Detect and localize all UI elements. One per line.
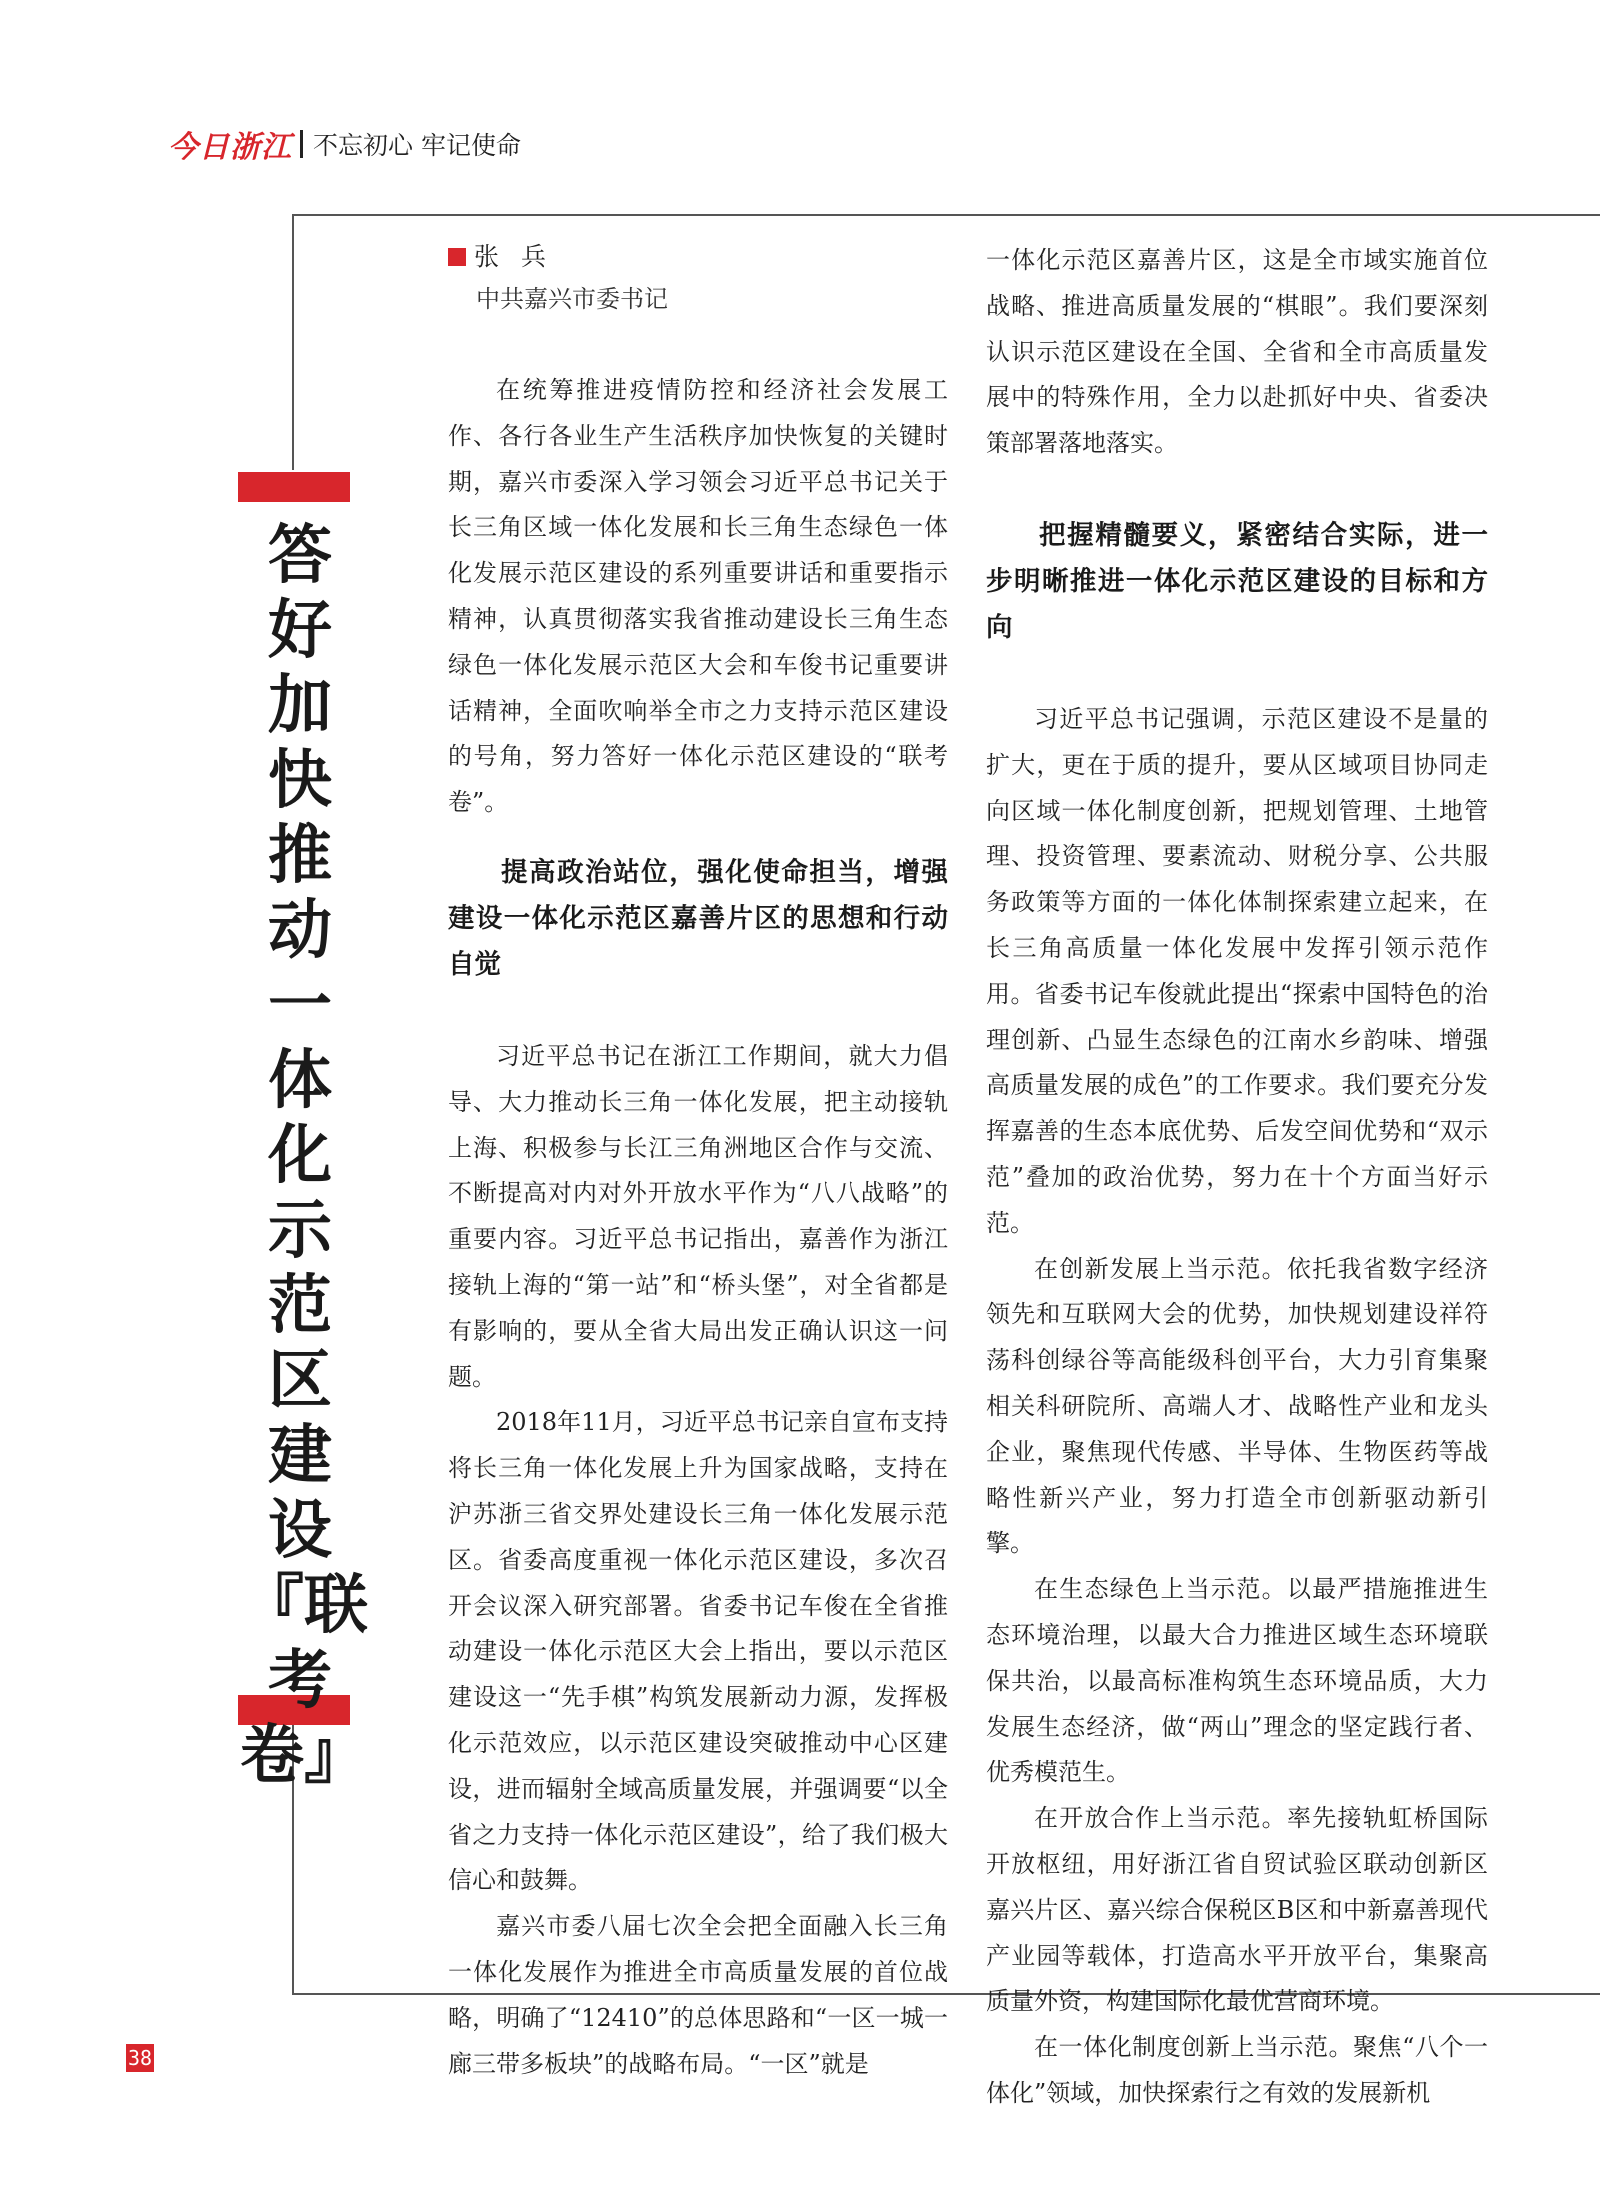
paragraph: 在生态绿色上当示范。以最严措施推进生态环境治理，以最大合力推进区域生态环境联保共治，以最高标准构筑生态环境品质，大力发展生态经济，做“两山”理念的坚定践行者、优秀模范生。 [986, 1575, 1488, 1787]
section-heading: 提高政治站位，强化使命担当，增强建设一体化示范区嘉善片区的思想和行动自觉 [448, 856, 948, 980]
author-line [448, 238, 948, 276]
text-column-right [986, 238, 1488, 2117]
author-marker [448, 248, 466, 266]
author-name: 张兵 [474, 242, 569, 272]
page-header [168, 124, 521, 164]
paragraph: 2018年11月，习近平总书记亲自宣布支持将长三角一体化发展上升为国家战略，支持在沪苏浙三省交界处建设长三角一体化发展示范区。省委高度重视一体化示范区建设，多次召开会议深入研究部署。省委书记车俊在全省推动建设一体化示范区大会上指出，要以示范区建设这一“先手棋”构筑发展新动力源，发挥极化示范效应，以示范区建设突破推动中心区建设，进而辐射全域高质量发展，并强调要“以全省之力支持一体化示范区建设”，给了我们极大信心和鼓舞。 [448, 1408, 948, 1895]
paragraph: 在统筹推进疫情防控和经济社会发展工作、各行各业生产生活秩序加快恢复的关键时期，嘉兴市委深入学习领会习近平总书记关于长三角区域一体化发展和长三角生态绿色一体化发展示范区建设的系列重要讲话和重要指示精神，认真贯彻落实我省推动建设长三角生态绿色一体化发展示范区大会和车俊书记重要讲话精神，全面吹响举全市之力支持示范区建设的号角，努力答好一体化示范区建设的“联考卷”。 [448, 376, 948, 817]
spacer [448, 826, 948, 850]
frame-left-line-upper [292, 214, 294, 470]
page-number: 38 [127, 2046, 153, 2070]
magazine-logo: 今日浙江 [168, 130, 292, 165]
paragraph: 在一体化制度创新上当示范。聚焦“八个一体化”领域，加快探索行之有效的发展新机 [986, 2033, 1488, 2107]
title-top-bar [238, 472, 350, 502]
spacer [448, 988, 948, 1034]
frame-top-line [292, 214, 1600, 216]
article-title: 答好加快推动一体化示范区建设『联考卷』 [240, 518, 368, 1793]
text-column-middle [448, 238, 948, 2087]
paragraph: 在创新发展上当示范。依托我省数字经济领先和互联网大会的优势，加快规划建设祥符荡科创绿谷等高能级科创平台，大力引育集聚相关科研院所、高端人才、战略性产业和龙头企业，聚焦现代传感、半导体、生物医药等战略性新兴产业，努力打造全市创新驱动新引擎。 [986, 1254, 1488, 1558]
paragraph: 习近平总书记强调，示范区建设不是量的扩大，更在于质的提升，要从区域项目协同走向区域一体化制度创新，把规划管理、土地管理、投资管理、要素流动、财税分享、公共服务政策等方面的一体化体制探索建立起来，在长三角高质量一体化发展中发挥引领示范作用。省委书记车俊就此提出“探索中国特色的治理创新、凸显生态绿色的江南水乡韵味、增强高质量发展的成色”的工作要求。我们要充分发挥嘉善的生态本底优势、后发空间优势和“双示范”叠加的政治优势，努力在十个方面当好示范。 [986, 704, 1488, 1237]
spacer [448, 322, 948, 368]
spacer [986, 651, 1488, 697]
paragraph: 嘉兴市委八届七次全会把全面融入长三角一体化发展作为推进全市高质量发展的首位战略，明确了“12410”的总体思路和“一区一城一廊三带多板块”的战略布局。“一区”就是 [448, 1912, 948, 2078]
paragraph: 在开放合作上当示范。率先接轨虹桥国际开放枢纽，用好浙江省自贸试验区联动创新区嘉兴片区、嘉兴综合保税区B区和中新嘉善现代产业园等载体，打造高水平开放平台，集聚高质量外资，构建国际化最优营商环境。 [986, 1804, 1488, 2016]
header-slogan: 不忘初心 牢记使命 [313, 131, 521, 160]
author-role: 中共嘉兴市委书记 [476, 285, 668, 313]
paragraph: 习近平总书记在浙江工作期间，就大力倡导、大力推动长三角一体化发展，把主动接轨上海、积极参与长江三角洲地区合作与交流、不断提高对内对外开放水平作为“八八战略”的重要内容。习近平总书记指出，嘉善作为浙江接轨上海的“第一站”和“桥头堡”，对全省都是有影响的，要从全省大局出发正确认识这一问题。 [448, 1041, 948, 1391]
spacer [986, 467, 1488, 513]
paragraph: 一体化示范区嘉善片区，这是全市域实施首位战略、推进高质量发展的“棋眼”。我们要深刻认识示范区建设在全国、全省和全市高质量发展中的特殊作用，全力以赴抓好中央、省委决策部署落地落实。 [986, 246, 1488, 458]
section-heading: 把握精髓要义，紧密结合实际，进一步明晰推进一体化示范区建设的目标和方向 [986, 519, 1488, 643]
header-divider [300, 130, 303, 158]
